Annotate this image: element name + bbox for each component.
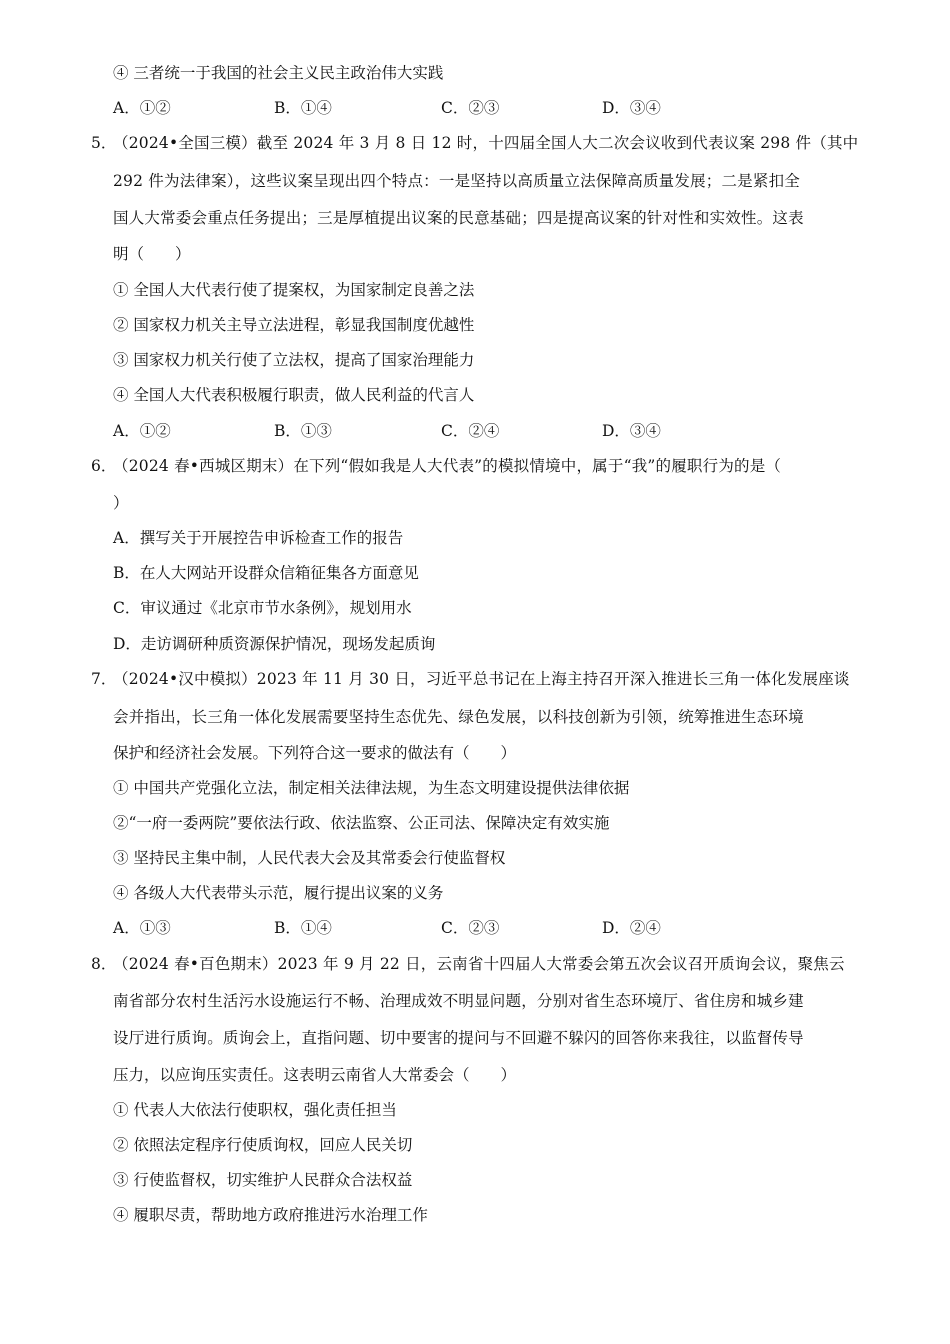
q7-option-a: A．①③: [113, 919, 171, 937]
q6-stem-line-2: ）: [113, 494, 129, 512]
q7-stem-line-3: 保护和经济社会发展。下列符合这一要求的做法有（ ）: [113, 744, 517, 762]
q7-option-c: C．②③: [441, 919, 500, 937]
q6-number: 6．: [91, 457, 117, 475]
q7-item-4: ④ 各级人大代表带头示范，履行提出议案的义务: [113, 884, 444, 902]
q7-item-3: ③ 坚持民主集中制，人民代表大会及其常委会行使监督权: [113, 849, 506, 867]
q4-option-c: C．②③: [441, 99, 500, 117]
q5-item-1: ① 全国人大代表行使了提案权，为国家制定良善之法: [113, 281, 475, 299]
q4-option-d: D．③④: [602, 99, 661, 117]
q8-stem-line-1: （2024 春•百色期末）2023 年 9 月 22 日，云南省十四届人大常委会第五次会议召开质询会议，聚焦云: [113, 955, 845, 973]
q5-item-4: ④ 全国人大代表积极履行职责，做人民利益的代言人: [113, 386, 475, 404]
q6-option-a: A．撰写关于开展控告申诉检查工作的报告: [113, 529, 404, 547]
q5-stem-line-2: 292 件为法律案），这些议案呈现出四个特点：一是坚持以高质量立法保障高质量发展；二是紧扣全: [113, 172, 800, 190]
q8-item-4: ④ 履职尽责，帮助地方政府推进污水治理工作: [113, 1206, 428, 1224]
q5-number: 5．: [91, 134, 117, 152]
q6-option-d: D．走访调研种质资源保护情况，现场发起质询: [113, 635, 436, 653]
q6-option-b: B．在人大网站开设群众信箱征集各方面意见: [113, 564, 419, 582]
q7-stem-line-1: （2024•汉中模拟）2023 年 11 月 30 日，习近平总书记在上海主持召开深入推进长三角一体化发展座谈: [113, 670, 850, 688]
q7-option-b: B．①④: [274, 919, 332, 937]
q4-option-a: A．①②: [113, 99, 171, 117]
q5-option-c: C．②④: [441, 422, 500, 440]
q8-number: 8．: [91, 955, 117, 973]
q7-item-2: ②“一府一委两院”要依法行政、依法监察、公正司法、保障决定有效实施: [113, 814, 610, 832]
q6-option-c: C．审议通过《北京市节水条例》，规划用水: [113, 599, 412, 617]
q5-option-a: A．①②: [113, 422, 171, 440]
q7-number: 7．: [91, 670, 117, 688]
q6-stem-line-1: （2024 春•西城区期末）在下列“假如我是人大代表”的模拟情境中，属于“我”的履职行为的是（: [113, 457, 782, 475]
q8-item-2: ② 依照法定程序行使质询权，回应人民关切: [113, 1136, 413, 1154]
q5-option-d: D．③④: [602, 422, 661, 440]
q7-item-1: ① 中国共产党强化立法，制定相关法律法规，为生态文明建设提供法律依据: [113, 779, 630, 797]
q5-item-2: ② 国家权力机关主导立法进程，彰显我国制度优越性: [113, 316, 475, 334]
q8-stem-line-2: 南省部分农村生活污水设施运行不畅、治理成效不明显问题，分别对省生态环境厅、省住房和城乡建: [113, 992, 804, 1010]
q4-option-b: B．①④: [274, 99, 332, 117]
q8-item-1: ① 代表人大依法行使职权，强化责任担当: [113, 1101, 397, 1119]
q5-stem-line-1: （2024•全国三模）截至 2024 年 3 月 8 日 12 时，十四届全国人大二次会议收到代表议案 298 件（其中: [113, 134, 859, 152]
q5-item-3: ③ 国家权力机关行使了立法权，提高了国家治理能力: [113, 351, 475, 369]
q7-stem-line-2: 会并指出，长三角一体化发展需要坚持生态优先、绿色发展，以科技创新为引领，统筹推进生态环境: [113, 708, 804, 726]
q5-option-b: B．①③: [274, 422, 332, 440]
q4-item-4: ④ 三者统一于我国的社会主义民主政治伟大实践: [113, 64, 444, 82]
q5-stem-line-4: 明（ ）: [113, 245, 191, 263]
q8-item-3: ③ 行使监督权，切实维护人民群众合法权益: [113, 1171, 413, 1189]
q8-stem-line-3: 设厅进行质询。质询会上，直指问题、切中要害的提问与不回避不躲闪的回答你来我往，以监督传导: [113, 1029, 804, 1047]
q5-stem-line-3: 国人大常委会重点任务提出；三是厚植提出议案的民意基础；四是提高议案的针对性和实效性。这表: [113, 209, 804, 227]
q7-option-d: D．②④: [602, 919, 661, 937]
q8-stem-line-4: 压力，以应询压实责任。这表明云南省人大常委会（ ）: [113, 1066, 517, 1084]
